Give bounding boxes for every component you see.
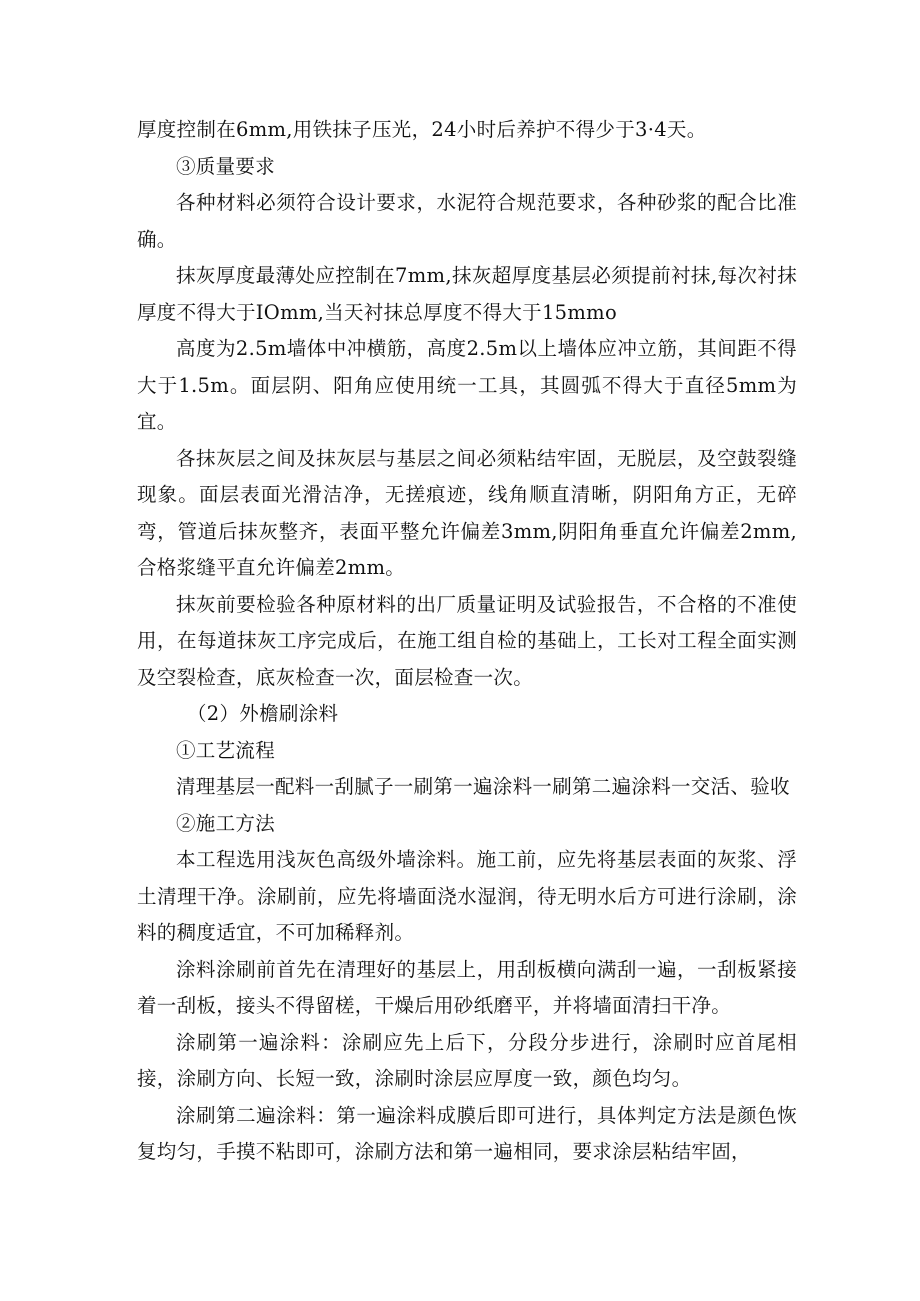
paragraph-putty-scraping: 涂料涂刷前首先在清理好的基层上，用刮板横向满刮一遍，一刮板紧接着一刮板，接头不得留槎，干燥后用砂纸磨平，并将墙面清扫干净。 <box>137 957 797 1017</box>
paragraph-plaster-thickness: 抹灰厚度最薄处应控制在7mm,抹灰超厚度基层必须提前衬抹,每次衬抹厚度不得大于IOmm,当天衬抹总厚度不得大于15mmo <box>137 264 797 324</box>
paragraph-thickness-continuation: 厚度控制在6mm,用铁抹子压光，24小时后养护不得少于3·4天。 <box>137 118 707 141</box>
heading-construction-method: ②施工方法 <box>176 811 276 835</box>
heading-process-flow: ①工艺流程 <box>176 738 276 762</box>
heading-quality-requirements: ③质量要求 <box>176 154 276 178</box>
paragraph-wall-ribs: 高度为2.5m墙体中冲横筋，高度2.5m以上墙体应冲立筋，其间距不得大于1.5m。面层阴、阳角应使用统一工具，其圆弧不得大于直径5mm为宜。 <box>137 337 797 433</box>
paragraph-inspection: 抹灰前要检验各种原材料的出厂质量证明及试验报告，不合格的不准使用，在每道抹灰工序完成后，在施工组自检的基础上，工长对工程全面实测及空裂检查，底灰检查一次，面层检查一次。 <box>137 592 797 689</box>
section-heading-exterior-paint: （2）外檐刷涂料 <box>187 702 339 725</box>
paragraph-process-steps: 清理基层一配料一刮腻子一刷第一遍涂料一刷第二遍涂料一交活、验收 <box>176 775 790 798</box>
document-body <box>137 112 797 1171</box>
paragraph-second-coat: 涂刷第二遍涂料：第一遍涂料成膜后即可进行，具体判定方法是颜色恢复均匀，手摸不粘即可，涂刷方法和第一遍相同，要求涂层粘结牢固， <box>137 1103 797 1163</box>
paragraph-first-coat: 涂刷第一遍涂料：涂刷应先上后下，分段分步进行，涂刷时应首尾相接，涂刷方向、长短一致，涂刷时涂层应厚度一致，颜色均匀。 <box>137 1030 797 1090</box>
paragraph-materials: 各种材料必须符合设计要求，水泥符合规范要求，各种砂浆的配合比准确。 <box>137 191 797 251</box>
paragraph-paint-selection: 本工程选用浅灰色高级外墙涂料。施工前，应先将基层表面的灰浆、浮土清理干净。涂刷前，应先将墙面浇水湿润，待无明水后方可进行涂刷，涂料的稠度适宜，不可加稀释剂。 <box>137 848 797 944</box>
paragraph-bonding-tolerances: 各抹灰层之间及抹灰层与基层之间必须粘结牢固，无脱层，及空鼓裂缝现象。面层表面光滑洁净，无搓痕迹，线角顺直清晰，阴阳角方正，无碎弯，管道后抹灰整齐，表面平整允许偏差3mm,阴阳角垂直允许偏差2mm,合格浆缝平直允许偏差2mm。 <box>137 446 797 579</box>
